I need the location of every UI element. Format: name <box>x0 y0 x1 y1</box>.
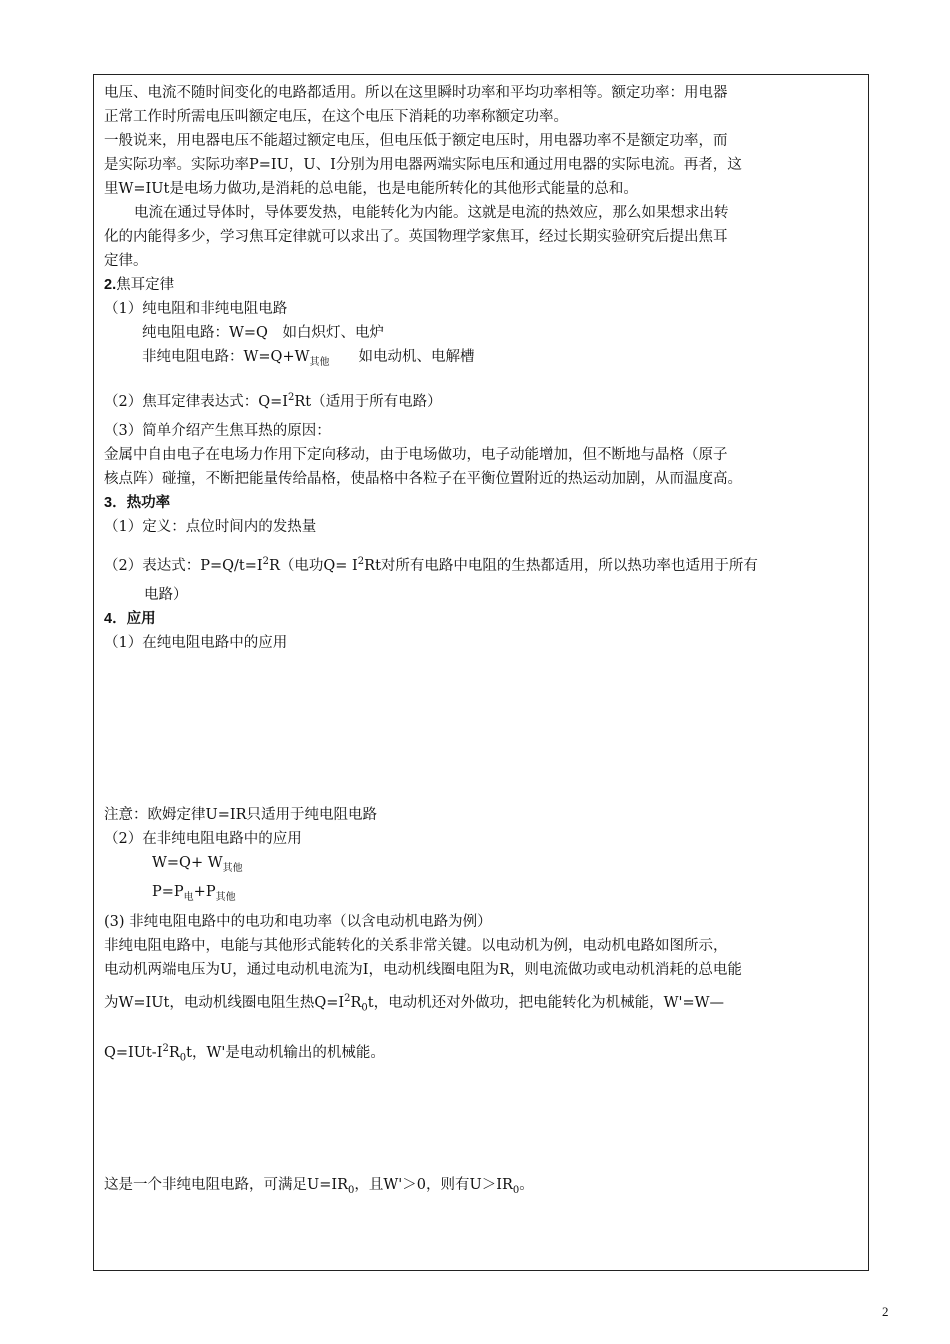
motor-energy-line: 为W=IUt，电动机线圈电阻生热$Q=I^2R_0t$，电动机还对外做功，把电能转化为机械能，W'=W— <box>104 993 725 1015</box>
heat-power-expression: （2）表达式：$P=Q/t=I^2R$（电功$Q= I^2Rt$对所有电路中电阻的生热都适用，所以热功率也适用于所有 <box>104 555 758 574</box>
paragraph-line: 电流在通过导体时，导体要发热，电能转化为内能。这就是电流的热效应，那么如果想求出转 <box>134 205 729 221</box>
paragraph-line: 核点阵）碰撞，不断把能量传给晶格，使晶格中各粒子在平衡位置附近的热运动加剧，从而温度高。 <box>104 470 742 487</box>
section-heading-4: 4．应用 <box>104 610 156 627</box>
paragraph-line: 金属中自由电子在电场力作用下定向移动，由于电场做功，电子动能增加，但不断地与晶格（原子 <box>104 446 728 463</box>
heat-power-definition: （1）定义：点位时间内的发热量 <box>104 518 317 535</box>
document-body <box>104 81 856 1208</box>
paragraph-line: 电动机两端电压为U，通过电动机电流为I，电动机线圈电阻为R，则电流做功或电动机消耗的总电能 <box>104 962 742 979</box>
application-non-pure: （2）在非纯电阻电路中的应用 <box>104 830 302 847</box>
subsection-3: （3）简单介绍产生焦耳热的原因： <box>104 422 331 439</box>
non-pure-resistance-formula: 非纯电阻电路：$W=Q+W_{其他}$ 如电动机、电解槽 <box>142 349 475 368</box>
application-pure: （1）在纯电阻电路中的应用 <box>104 634 288 651</box>
paragraph-line: 非纯电阻电路中，电能与其他形式能转化的关系非常关键。以电动机为例，电动机电路如图所示， <box>104 938 728 955</box>
formula-w: $W=Q+ W_{其他}$ <box>152 854 243 874</box>
conclusion-line: 这是一个非纯电阻电路，可满足$U=IR_0$，且W'＞0，则有$U>IR_0$。 <box>104 1176 534 1196</box>
pure-resistance-formula: 纯电阻电路：W=Q 如白炽灯、电炉 <box>142 325 384 341</box>
motor-output-line: $Q=IUt-I^2R_0t$，W'是电动机输出的机械能。 <box>104 1043 385 1064</box>
paragraph-line: 化的内能得多少，学习焦耳定律就可以求出了。英国物理学家焦耳，经过长期实验研究后提出焦耳 <box>104 229 728 245</box>
ohm-law-note: 注意：欧姆定律U=IR只适用于纯电阻电路 <box>104 806 378 823</box>
blank-figure-area <box>104 655 856 803</box>
blank-figure-area <box>104 1076 856 1168</box>
formula-p: $P=P_电+P_{其他}$ <box>152 884 236 904</box>
section-heading-3: 3．热功率 <box>104 494 171 511</box>
paragraph-line: 里W=IUt是电场力做功,是消耗的总电能，也是电能所转化的其他形式能量的总和。 <box>104 181 638 197</box>
paragraph-line: 是实际功率。实际功率P=IU，U、I分别为用电器两端实际电压和通过用电器的实际电流。再者，这 <box>104 157 742 173</box>
paragraph-line: 一般说来，用电器电压不能超过额定电压，但电压低于额定电压时，用电器功率不是额定功率，而 <box>104 133 728 149</box>
subsection-1: （1）纯电阻和非纯电阻电路 <box>104 301 288 317</box>
joule-law-expression: （2）焦耳定律表达式：$Q=I^2Rt$（适用于所有电路） <box>104 391 442 410</box>
content-frame <box>93 74 869 1271</box>
heat-power-expression-cont: 电路） <box>144 586 188 603</box>
section-heading-2: 2.焦耳定律 <box>104 277 175 293</box>
subsection-motor: (3) 非纯电阻电路中的电功和电功率（以含电动机电路为例） <box>104 914 492 931</box>
paragraph-line: 正常工作时所需电压叫额定电压，在这个电压下消耗的功率称额定功率。 <box>104 109 568 125</box>
paragraph-line: 电压、电流不随时间变化的电路都适用。所以在这里瞬时功率和平均功率相等。额定功率：用电器 <box>104 85 728 101</box>
paragraph-line: 定律。 <box>104 253 148 269</box>
page-number: 2 <box>882 1304 889 1319</box>
